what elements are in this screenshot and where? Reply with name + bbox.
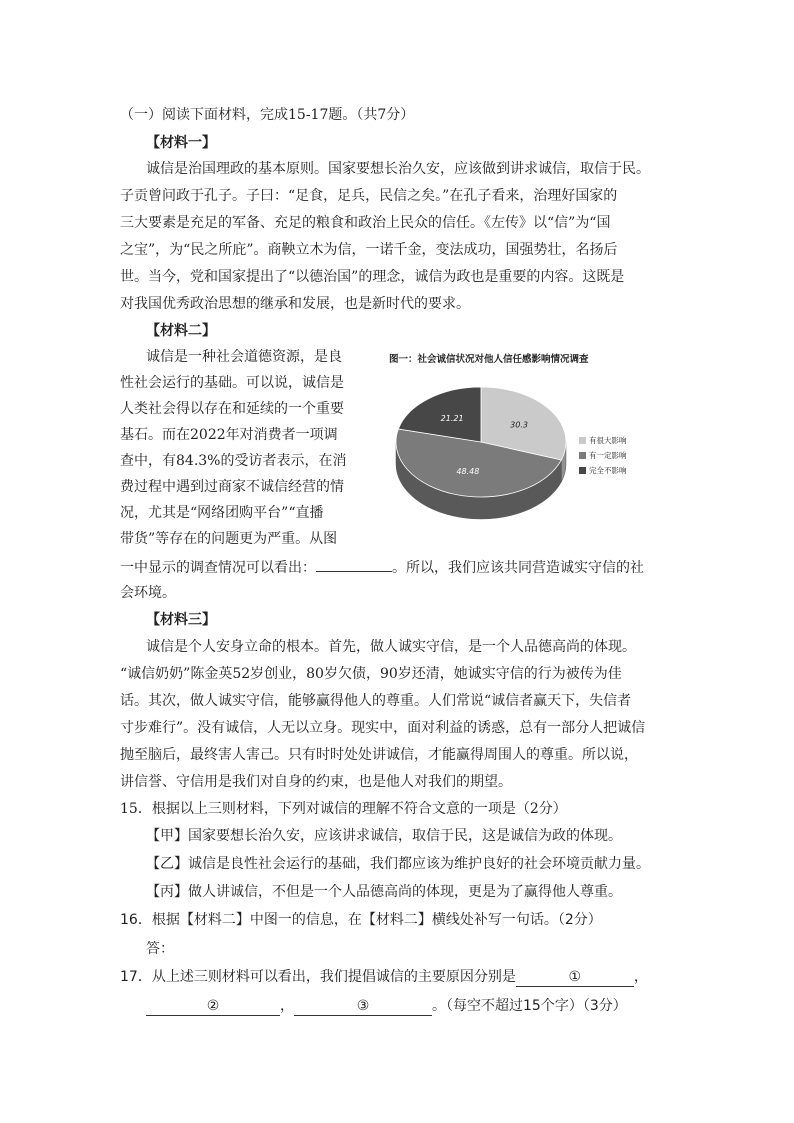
material-3-heading: 【材料三】 (146, 612, 216, 628)
material-1-line: 之宝”，为“民之所庇”。商鞅立木为信，一诺千金，变法成功，国强势壮，名扬后 (120, 242, 618, 258)
material-2-line: 带货”等存在的问题更为严重。从图 (120, 531, 338, 547)
question-17-line-2 (146, 997, 627, 1016)
material-2-line: 况，尤其是“网络团购平台”“直播 (120, 505, 324, 521)
data-label-0: 30.3 (510, 420, 528, 430)
data-label-2: 21.21 (440, 414, 464, 424)
material-1-line: 三大要素是充足的军备、充足的粮食和政治上民众的信任。《左传》以“信”为“国 (120, 215, 611, 231)
material-1-line: 对我国优秀政治思想的继承和发展，也是新时代的要求。 (120, 296, 470, 312)
legend-swatch-2 (579, 467, 586, 474)
data-label-1: 48.48 (456, 467, 480, 477)
material-2-line-fill (120, 557, 644, 577)
material-1-heading: 【材料一】 (146, 135, 216, 151)
material-2-line-a: 一中显示的调查情况可以看出： (120, 560, 316, 576)
material-3-line: 话。其次，做人诚实守信，能够赢得他人的尊重。人们常说“诚信者赢天下，失信者 (120, 693, 632, 709)
comma: ， (280, 998, 294, 1014)
question-17-stem: 17．从上述三则材料可以看出，我们提倡诚信的主要原因分别是 (120, 969, 516, 985)
answer-blank-2[interactable]: ② (146, 997, 280, 1016)
comma: ， (633, 969, 648, 985)
material-2-line: 费过程中遇到过商家不诚信经营的情 (120, 479, 344, 495)
legend-label-2: 完全不影响 (589, 466, 627, 475)
material-2-line: 性社会运行的基础。可以说，诚信是 (120, 375, 344, 391)
material-3-line: 诚信是个人安身立命的根本。首先，做人诚实守信，是一个人品德高尚的体现。 (146, 639, 636, 655)
material-1-line: 世。当今，党和国家提出了“以德治国”的理念，诚信为政也是重要的内容。这既是 (120, 269, 625, 285)
answer-blank-3[interactable]: ③ (294, 997, 432, 1016)
answer-blank[interactable] (316, 557, 392, 572)
material-2-heading: 【材料二】 (146, 323, 216, 339)
material-3-line: 寸步难行”。没有诚信，人无以立身。现实中，面对利益的诱惑，总有一部分人把诚信 (120, 720, 646, 736)
option-bing[interactable]: 【丙】做人讲诚信，不但是一个人品德高尚的体现，更是为了赢得他人尊重。 (146, 884, 622, 900)
option-jia[interactable]: 【甲】国家要想长治久安，应该讲求诚信，取信于民，这是诚信为政的体现。 (146, 828, 622, 844)
material-3-line: “诚信奶奶”陈金英52岁创业，80岁欠债，90岁还清，她诚实守信的行为被传为佳 (120, 666, 622, 682)
pie-chart (385, 348, 685, 548)
material-2-line: 诚信是一种社会道德资源，是良 (146, 349, 342, 365)
option-yi[interactable]: 【乙】诚信是良性社会运行的基础，我们都应该为维护良好的社会环境贡献力量。 (146, 856, 650, 872)
material-2-line: 基石。而在2022年对消费者一项调 (120, 427, 338, 443)
legend-swatch-1 (579, 452, 586, 459)
material-2-line: 人类社会得以存在和延续的一个重要 (120, 401, 344, 417)
material-2-line-b: 。所以，我们应该共同营造诚实守信的社 (392, 560, 644, 576)
material-1-line: 诚信是治国理政的基本原则。国家要想长治久安，应该做到讲求诚信，取信于民。 (146, 161, 650, 177)
question-17-tail: 。（每空不超过15个字）（3分） (432, 998, 627, 1014)
legend-label-0: 有很大影响 (589, 436, 627, 445)
material-3-line: 讲信誉、守信用是我们对自身的约束，也是他人对我们的期望。 (120, 774, 512, 790)
question-15-stem: 15．根据以上三则材料，下列对诚信的理解不符合文意的一项是（2分） (120, 801, 567, 817)
question-17-line-1 (120, 968, 648, 987)
material-1-line: 子贡曾问政于孔子。子曰：“足食，足兵，民信之矣。”在孔子看来，治理好国家的 (120, 188, 618, 204)
material-2-line-end: 会环境。 (120, 585, 176, 601)
chart-title: 图一：社会诚信状况对他人信任感影响情况调查 (389, 354, 589, 365)
question-16-stem: 16．根据【材料二】中图一的信息，在【材料二】横线处补写一句话。（2分） (120, 912, 602, 928)
answer-label: 答： (146, 941, 174, 957)
legend-swatch-0 (579, 437, 586, 444)
material-3-line: 抛至脑后，最终害人害己。只有时时处处讲诚信，才能赢得周围人的尊重。所以说， (120, 747, 638, 763)
legend-label-1: 有一定影响 (589, 451, 627, 460)
part-title: （一）阅读下面材料，完成15-17题。（共7分） (120, 107, 415, 123)
material-2-line: 查中，有84.3%的受访者表示，在消 (120, 453, 347, 469)
answer-blank-1[interactable]: ① (516, 968, 634, 987)
